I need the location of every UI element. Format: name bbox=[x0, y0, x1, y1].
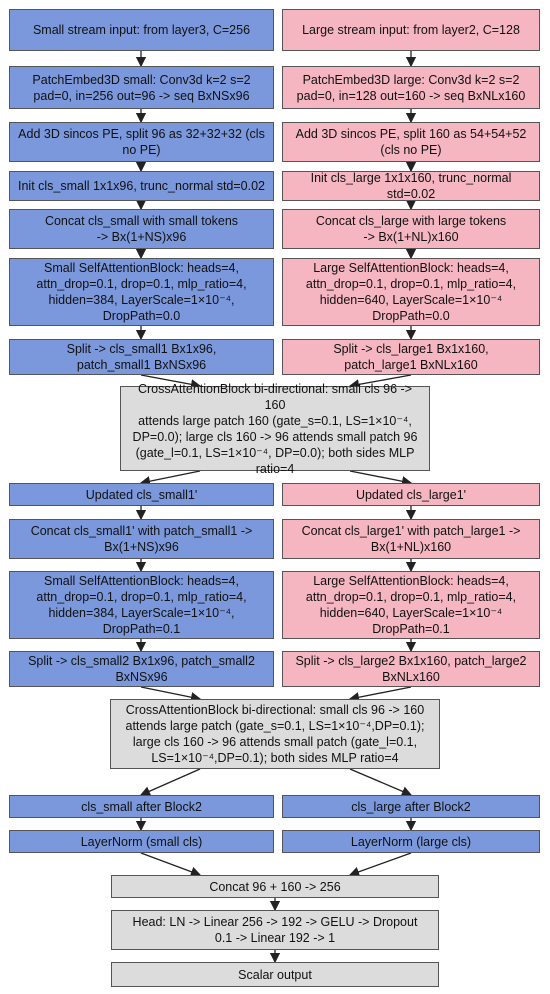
small-self-attention-block-1: Small SelfAttentionBlock: heads=4, attn_drop=0.1, drop=0.1, mlp_ratio=4, hidden=384, LayerScale=1×10⁻⁴, DropPath=0.0 bbox=[9, 258, 274, 326]
small-positional-encoding: Add 3D sincos PE, split 96 as 32+32+32 (cls no PE) bbox=[9, 122, 274, 162]
head-block: Head: LN -> Linear 256 -> 192 -> GELU -> Dropout 0.1 -> Linear 192 -> 1 bbox=[111, 910, 439, 950]
small-self-attention-block-2: Small SelfAttentionBlock: heads=4, attn_drop=0.1, drop=0.1, mlp_ratio=4, hidden=384, LayerScale=1×10⁻⁴, DropPath=0.1 bbox=[9, 571, 274, 639]
small-split-2: Split -> cls_small2 Bx1x96, patch_small2 BxNSx96 bbox=[9, 651, 274, 687]
large-positional-encoding: Add 3D sincos PE, split 160 as 54+54+52 (cls no PE) bbox=[282, 122, 540, 162]
large-stream-input: Large stream input: from layer2, C=128 bbox=[282, 9, 540, 51]
arrow-small-to-cross2 bbox=[141, 687, 200, 699]
updated-cls-large: Updated cls_large1' bbox=[282, 483, 540, 506]
small-cls-init: Init cls_small 1x1x96, trunc_normal std=0.02 bbox=[9, 171, 274, 201]
arrow-cross2-to-large bbox=[350, 769, 411, 795]
cls-small-after-block2: cls_small after Block2 bbox=[9, 795, 274, 818]
large-patch-embed: PatchEmbed3D large: Conv3d k=2 s=2 pad=0, in=128 out=160 -> seq BxNLx160 bbox=[282, 66, 540, 109]
concat-final: Concat 96 + 160 -> 256 bbox=[111, 875, 439, 898]
small-concat-patch: Concat cls_small1' with patch_small1 -> Bx(1+NS)x96 bbox=[9, 519, 274, 559]
large-concat-cls: Concat cls_large with large tokens -> Bx(1+NL)x160 bbox=[282, 209, 540, 249]
arrow-ln-large-to-concat bbox=[350, 853, 411, 875]
large-self-attention-block-1: Large SelfAttentionBlock: heads=4, attn_drop=0.1, drop=0.1, mlp_ratio=4, hidden=640, LayerScale=1×10⁻⁴ DropPath=0.0 bbox=[282, 258, 540, 326]
cls-large-after-block2: cls_large after Block2 bbox=[282, 795, 540, 818]
large-split-2: Split -> cls_large2 Bx1x160, patch_large2 BxNLx160 bbox=[282, 651, 540, 687]
arrow-large-to-cross2 bbox=[350, 687, 411, 699]
small-stream-input: Small stream input: from layer3, C=256 bbox=[9, 9, 274, 51]
arrow-ln-small-to-concat bbox=[141, 853, 200, 875]
layernorm-small-cls: LayerNorm (small cls) bbox=[9, 830, 274, 853]
layernorm-large-cls: LayerNorm (large cls) bbox=[282, 830, 540, 853]
cross-attention-block-1: CrossAttentionBlock bi-directional: small cls 96 -> 160 attends large patch 160 (gate_s=0.1, LS=1×10⁻⁴, DP=0.0); large cls 160 -> 96 attends small patch 96 (gate_l=0.1, LS=1×10⁻⁴, DP=0.0); both sides MLP ratio=4 bbox=[120, 386, 430, 471]
cross-attention-block-2: CrossAttentionBlock bi-directional: small cls 96 -> 160 attends large patch (gate_s=0.1, LS=1×10⁻⁴,DP=0.1); large cls 160 -> 96 attends small patch (gate_l=0.1, LS=1×10⁻⁴,DP=0.1); both sides MLP ratio=4 bbox=[110, 699, 440, 769]
large-self-attention-block-2: Large SelfAttentionBlock: heads=4, attn_drop=0.1, drop=0.1, mlp_ratio=4, hidden=640, LayerScale=1×10⁻⁴ DropPath=0.1 bbox=[282, 571, 540, 639]
small-split-1: Split -> cls_small1 Bx1x96, patch_small1 BxNSx96 bbox=[9, 339, 274, 375]
large-concat-patch: Concat cls_large1' with patch_large1 -> Bx(1+NL)x160 bbox=[282, 519, 540, 559]
large-split-1: Split -> cls_large1 Bx1x160, patch_large1 BxNLx160 bbox=[282, 339, 540, 375]
large-cls-init: Init cls_large 1x1x160, trunc_normal std=0.02 bbox=[282, 171, 540, 201]
arrow-cross2-to-small bbox=[141, 769, 200, 795]
updated-cls-small: Updated cls_small1' bbox=[9, 483, 274, 506]
small-concat-cls: Concat cls_small with small tokens -> Bx(1+NS)x96 bbox=[9, 209, 274, 249]
scalar-output: Scalar output bbox=[111, 962, 439, 987]
small-patch-embed: PatchEmbed3D small: Conv3d k=2 s=2 pad=0, in=256 out=96 -> seq BxNSx96 bbox=[9, 66, 274, 109]
